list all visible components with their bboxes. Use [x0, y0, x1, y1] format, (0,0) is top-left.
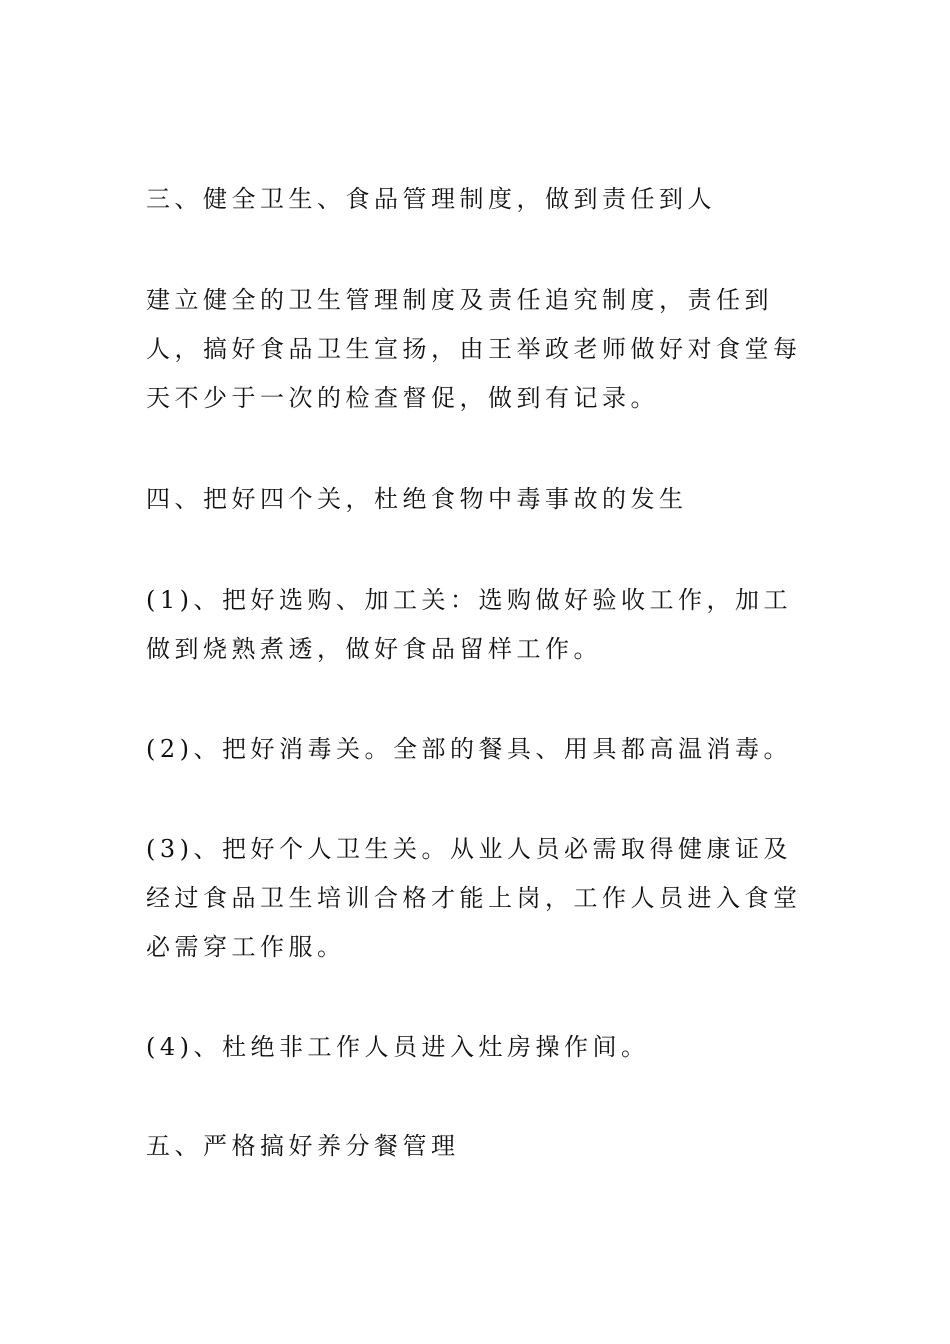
heading-section-4: 四、把好四个关，杜绝食物中毒事故的发生: [146, 485, 688, 513]
paragraph-item-2: (2)、把好消毒关。全部的餐具、用具都高温消毒。: [146, 735, 792, 763]
heading-section-3: 三、健全卫生、食品管理制度，做到责任到人: [146, 185, 716, 213]
paragraph-item-3: (3)、把好个人卫生关。从业人员必需取得健康证及经过食品卫生培训合格才能上岗，工作人员进入食堂必需穿工作服。: [146, 835, 802, 961]
paragraph-item-1: (1)、把好选购、加工关：选购做好验收工作，加工做到烧熟煮透，做好食品留样工作。: [146, 586, 792, 663]
heading-section-5: 五、严格搞好养分餐管理: [146, 1132, 460, 1160]
paragraph-hygiene-system: 建立健全的卫生管理制度及责任追究制度，责任到人，搞好食品卫生宣扬，由王举政老师做好对食堂每天不少于一次的检查督促，做到有记录。: [146, 286, 802, 412]
paragraph-item-4: (4)、杜绝非工作人员进入灶房操作间。: [146, 1033, 650, 1061]
